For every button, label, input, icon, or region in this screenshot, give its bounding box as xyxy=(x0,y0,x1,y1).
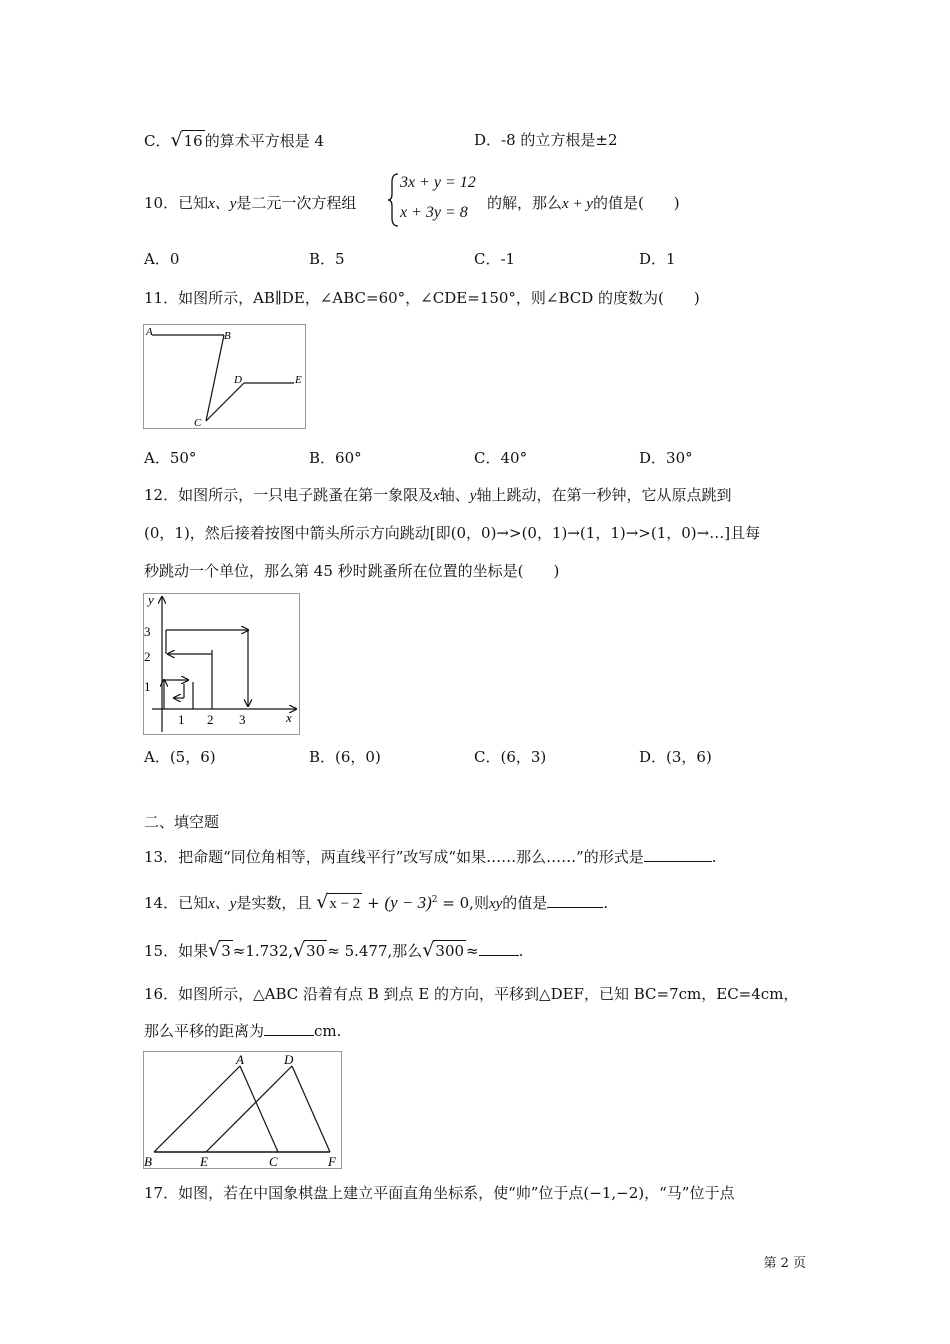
variables: x、y xyxy=(208,896,237,912)
label-a: A xyxy=(146,326,153,338)
question-number: 14．已知 xyxy=(144,894,209,912)
q13-question xyxy=(144,847,717,867)
q12-figure xyxy=(143,593,300,735)
jump-path-diagram xyxy=(144,594,299,734)
radicand: 16 xyxy=(183,132,203,150)
option-label: C． xyxy=(144,132,171,150)
q12-option-a: A．(5，6) xyxy=(144,748,216,766)
variable-y: y xyxy=(469,488,477,504)
product-xy: xy xyxy=(488,896,503,912)
answer-blank xyxy=(547,893,603,908)
radicand: 300 xyxy=(435,942,465,960)
left-brace xyxy=(386,170,400,230)
punctuation: . xyxy=(518,942,524,960)
q12-option-b: B．(6，0) xyxy=(309,748,381,766)
q10-option-b: B．5 xyxy=(309,250,345,268)
tick-x-2: 2 xyxy=(207,712,214,727)
q9-option-d: D．-8 的立方根是±2 xyxy=(474,131,618,149)
question-text: 则 xyxy=(473,894,489,912)
tick-y-1: 1 xyxy=(144,679,151,694)
q10-question-tail xyxy=(487,193,680,214)
radicand: 30 xyxy=(306,942,326,960)
radical-sign: √ xyxy=(170,129,183,151)
q11-figure xyxy=(143,324,306,429)
q16-line-1: 16．如图所示，△ABC 沿着有点 B 到点 E 的方向，平移到△DEF，已知 BC=7cm，EC=4cm， xyxy=(144,985,799,1003)
radicand: 3 xyxy=(221,942,231,960)
label-f: F xyxy=(328,1154,336,1168)
tick-x-1: 1 xyxy=(178,712,185,727)
q10-question xyxy=(144,193,356,214)
equation-2: x + 3y = 8 xyxy=(400,204,468,221)
y-axis-label: y xyxy=(148,594,154,607)
label-a: A xyxy=(236,1052,244,1067)
q12-option-d: D．(3，6) xyxy=(639,748,712,766)
label-c: C xyxy=(269,1154,278,1168)
question-text: 是实数，且 xyxy=(236,894,312,912)
q15-question xyxy=(144,940,523,961)
equation-system xyxy=(386,170,486,230)
answer-blank xyxy=(479,941,519,956)
q16-figure xyxy=(143,1051,342,1169)
expression: x + y xyxy=(562,196,593,212)
equals-zero: = 0, xyxy=(442,894,474,912)
label-b: B xyxy=(224,330,231,342)
q10-option-d: D．1 xyxy=(639,250,676,268)
label-b: B xyxy=(144,1154,152,1168)
x-axis-label: x xyxy=(286,710,292,725)
text: 12．如图所示，一只电子跳蚤在第一象限及 xyxy=(144,486,434,504)
question-text: 是二元一次方程组 xyxy=(236,194,357,212)
option-text: 的算术平方根是 4 xyxy=(204,132,324,150)
radical-sign: √ xyxy=(422,939,435,961)
label-e: E xyxy=(295,374,302,386)
question-text: 的解，那么 xyxy=(487,194,563,212)
equation-1: 3x + y = 12 xyxy=(400,174,476,191)
q11-option-c: C．40° xyxy=(474,449,528,467)
label-e: E xyxy=(200,1154,208,1168)
q17-question: 17．如图，若在中国象棋盘上建立平面直角坐标系，使“帅”位于点(−1,−2)，“马”位于点 xyxy=(144,1184,735,1202)
q11-option-d: D．30° xyxy=(639,449,693,467)
label-d: D xyxy=(284,1052,294,1067)
q16-line-2 xyxy=(144,1021,341,1041)
exponent: 2 xyxy=(431,895,438,905)
question-text: 的值是( ) xyxy=(592,194,680,212)
angle-diagram xyxy=(144,325,305,428)
unit: cm. xyxy=(314,1022,342,1040)
q12-line-2: (0，1)，然后接着按图中箭头所示方向跳动[即(0，0)→>(0，1)→(1，1)→>(1，0)→…]且每 xyxy=(144,524,761,542)
answer-blank xyxy=(644,847,712,862)
plus-sign: + xyxy=(367,894,380,912)
radical-sign: √ xyxy=(316,891,329,913)
tick-y-2: 2 xyxy=(144,649,151,664)
approx-value: ≈1.732, xyxy=(232,942,294,960)
page-number: 第 2 页 xyxy=(763,1256,806,1271)
q10-option-a: A．0 xyxy=(144,250,180,268)
text: 轴上跳动，在第一秒钟，它从原点跳到 xyxy=(476,486,732,504)
q11-option-a: A．50° xyxy=(144,449,197,467)
label-c: C xyxy=(194,417,202,428)
punctuation: . xyxy=(603,894,609,912)
q12-line-1 xyxy=(144,485,731,506)
question-number: 10．已知 xyxy=(144,194,209,212)
approx-value: ≈ 5.477, xyxy=(327,942,393,960)
q11-option-b: B．60° xyxy=(309,449,362,467)
radicand: x − 2 xyxy=(327,893,362,914)
radical-sign: √ xyxy=(208,939,221,961)
q10-option-c: C．-1 xyxy=(474,250,516,268)
translation-diagram xyxy=(144,1052,341,1168)
q12-option-c: C．(6，3) xyxy=(474,748,547,766)
q14-question xyxy=(144,890,608,914)
variable-x: x xyxy=(433,488,440,504)
question-text: 的值是 xyxy=(502,894,548,912)
approx-sign: ≈ xyxy=(466,942,479,960)
question-text: 那么平移的距离为 xyxy=(144,1022,265,1040)
section-heading: 二、填空题 xyxy=(144,813,220,831)
q9-option-c xyxy=(144,130,324,151)
question-text: 13．把命题“同位角相等，两直线平行”改写成“如果……那么……”的形式是 xyxy=(144,848,644,866)
radical-sign: √ xyxy=(293,939,306,961)
q11-question: 11．如图所示，AB∥DE，∠ABC=60°，∠CDE=150°，则∠BCD 的度数为( ) xyxy=(144,289,700,307)
question-number: 15．如果 xyxy=(144,942,209,960)
q12-line-3: 秒跳动一个单位，那么第 45 秒时跳蚤所在位置的坐标是( ) xyxy=(144,562,560,580)
variables: x、y xyxy=(208,196,237,212)
squared-term: (y − 3) xyxy=(384,893,432,912)
answer-blank xyxy=(264,1021,314,1036)
tick-x-3: 3 xyxy=(239,712,246,727)
text: 轴、 xyxy=(439,486,470,504)
label-d: D xyxy=(234,374,242,386)
question-text: 那么 xyxy=(392,942,423,960)
tick-y-3: 3 xyxy=(144,624,151,639)
punctuation: . xyxy=(711,848,717,866)
